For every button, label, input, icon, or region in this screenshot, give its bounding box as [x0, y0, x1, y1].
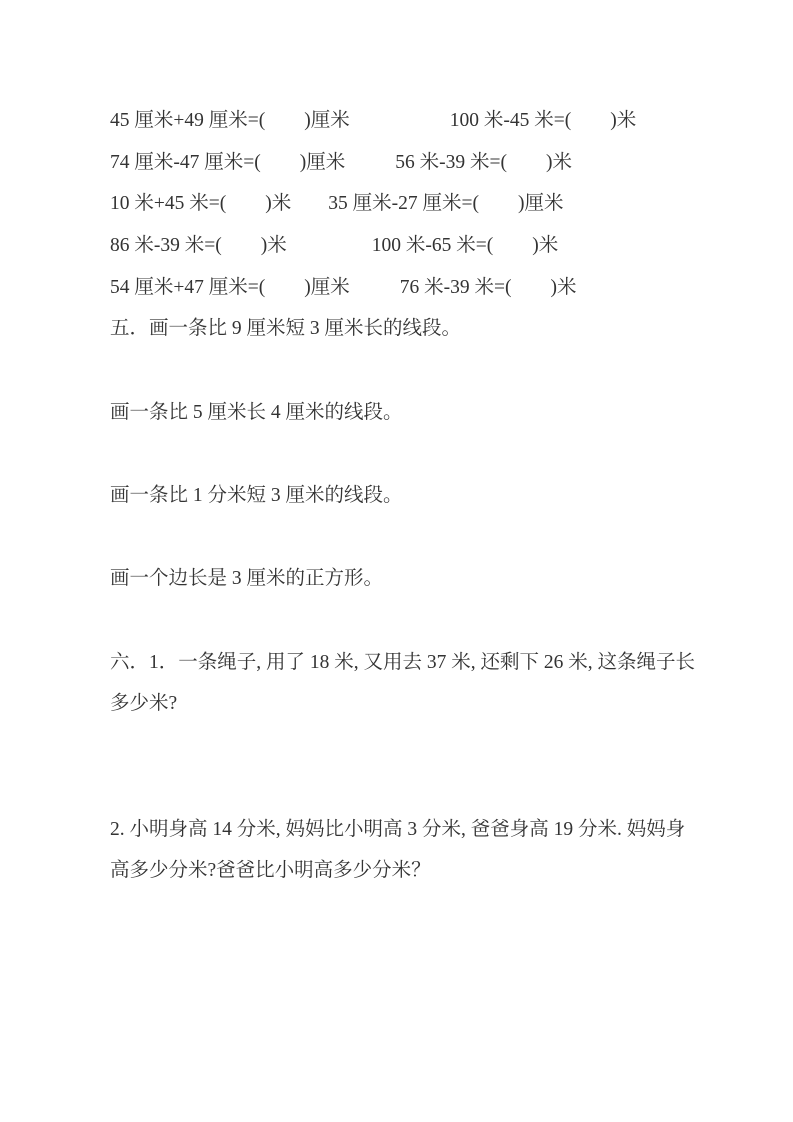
spacer-line [110, 597, 733, 639]
worksheet-content [110, 97, 733, 889]
task-text: 画一条比 5 厘米长 4 厘米的线段。 [110, 401, 403, 423]
equation-right: 100 米-45 米=( )米 [449, 109, 637, 131]
equation-row [110, 180, 733, 222]
equation-row [110, 222, 733, 264]
equation-right: 35 厘米-27 厘米=( )厘米 [328, 193, 564, 215]
problem1-line1 [110, 639, 733, 681]
equation-left: 74 厘米-47 厘米=( )厘米 [110, 151, 346, 173]
task-line [110, 472, 733, 514]
task-text: 画一条比 1 分米短 3 厘米的线段。 [110, 485, 403, 507]
equation-left: 86 米-39 米=( )米 [110, 234, 287, 256]
section-five-heading-text: 五．画一条比 9 厘米短 3 厘米长的线段。 [110, 318, 462, 340]
section-five-heading [110, 305, 733, 347]
problem2-line2 [110, 847, 733, 889]
spacer-line [110, 514, 733, 556]
spacer-line [110, 431, 733, 473]
problem2-text: 2. 小明身高 14 分米, 妈妈比小明高 3 分米, 爸爸身高 19 分米. 妈妈身 [110, 818, 686, 840]
problem1-text: 多少米? [110, 693, 178, 715]
problem1-line2 [110, 681, 733, 723]
problem2-line1 [110, 806, 733, 848]
equation-row [110, 97, 733, 139]
task-line [110, 556, 733, 598]
equation-right: 56 米-39 米=( )米 [395, 151, 572, 173]
equation-row [110, 264, 733, 306]
problem2-text: 高多少分米?爸爸比小明高多少分米？ [110, 860, 431, 882]
equation-right: 100 米-65 米=( )米 [371, 234, 559, 256]
equation-left: 54 厘米+47 厘米=( )厘米 [110, 276, 350, 298]
equation-right: 76 米-39 米=( )米 [399, 276, 577, 298]
equation-left: 10 米+45 米=( )米 [110, 193, 292, 215]
spacer-line [110, 764, 733, 806]
equation-left: 45 厘米+49 厘米=( )厘米 [110, 109, 350, 131]
equation-row [110, 139, 733, 181]
task-line [110, 389, 733, 431]
spacer-line [110, 347, 733, 389]
task-text: 画一个边长是 3 厘米的正方形。 [110, 568, 384, 590]
problem1-text: 六．1．一条绳子, 用了 18 米, 又用去 37 米, 还剩下 26 米, 这条绳子长 [110, 651, 696, 673]
spacer-line [110, 722, 733, 764]
